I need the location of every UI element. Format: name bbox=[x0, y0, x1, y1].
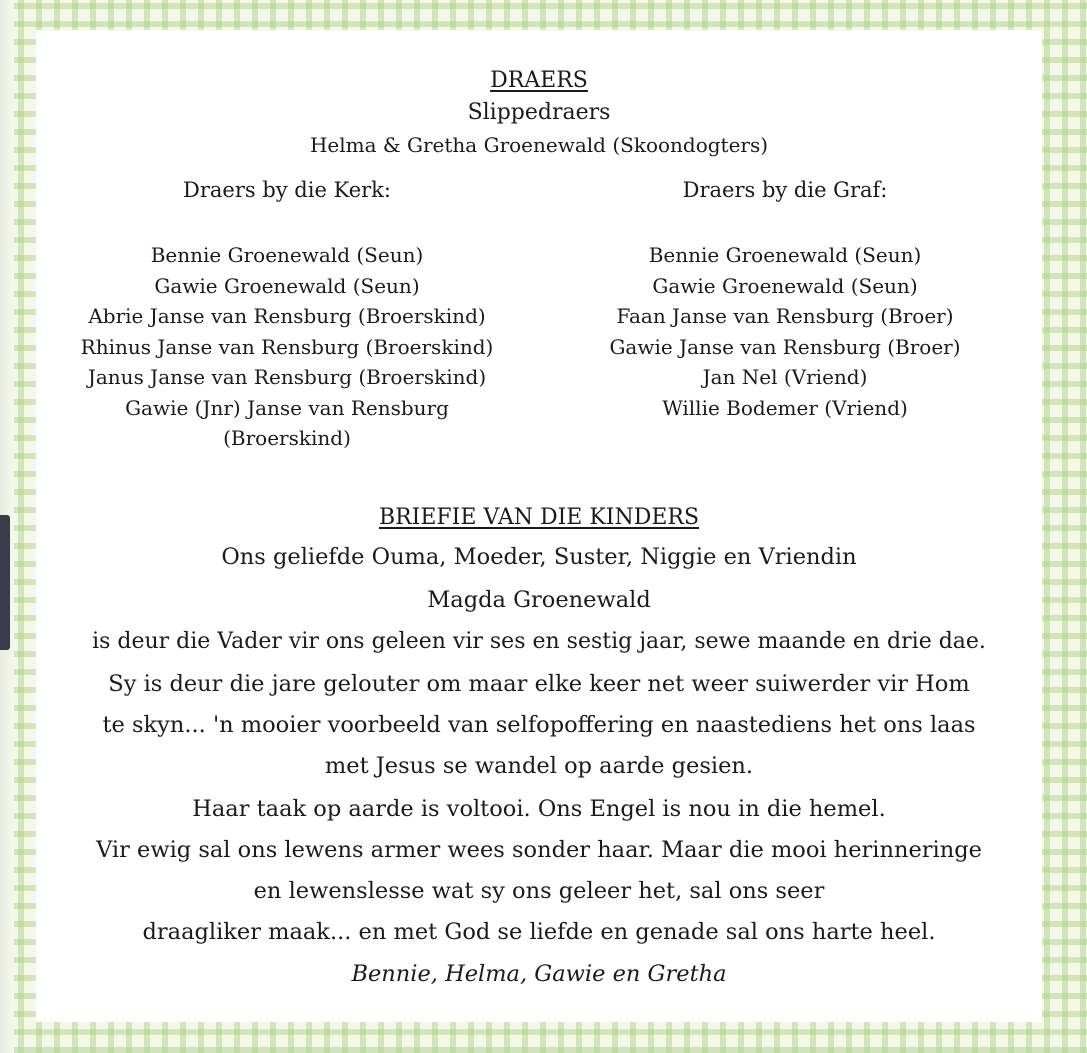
slippedraers-heading: Slippedraers bbox=[467, 100, 611, 125]
list-item: Jan Nel (Vriend) bbox=[702, 365, 868, 389]
graf-bearers-list bbox=[550, 240, 1020, 423]
list-item: Faan Janse van Rensburg (Broer) bbox=[616, 304, 954, 328]
letter-line: is deur die Vader vir ons geleen vir ses en sestig jaar, sewe maande en drie dae. bbox=[92, 629, 986, 654]
letter-line: Sy is deur die jare gelouter om maar elke keer net weer suiwerder vir Hom bbox=[108, 671, 970, 697]
letter-line: en lewenslesse wat sy ons geleer het, sal ons seer bbox=[253, 878, 825, 904]
list-item: Gawie Janse van Rensburg (Broer) bbox=[609, 334, 961, 359]
draers-heading: DRAERS bbox=[490, 68, 588, 93]
list-item: Janus Janse van Rensburg (Broerskind) bbox=[87, 365, 487, 389]
signature: Bennie, Helma, Gawie en Gretha bbox=[351, 961, 727, 987]
list-item: Gawie (Jnr) Janse van Rensburg bbox=[125, 395, 449, 420]
list-item: Gawie Groenewald (Seun) bbox=[652, 273, 918, 298]
slippedraers-names: Helma & Gretha Groenewald (Skoondogters) bbox=[309, 133, 769, 157]
kerk-bearers-list bbox=[52, 240, 522, 454]
list-item: Abrie Janse van Rensburg (Broerskind) bbox=[88, 304, 486, 328]
page-tab bbox=[0, 515, 10, 650]
list-item: Bennie Groenewald (Seun) bbox=[648, 243, 922, 267]
letter-line: draagliker maak... en met God se liefde en genade sal ons harte heel. bbox=[142, 919, 936, 945]
letter-line: Vir ewig sal ons lewens armer wees sonder haar. Maar die mooi herinneringe bbox=[96, 837, 982, 863]
list-item: Willie Bodemer (Vriend) bbox=[662, 395, 908, 420]
letter-line: Ons geliefde Ouma, Moeder, Suster, Niggie en Vriendin bbox=[221, 544, 857, 570]
kerk-column-title: Draers by die Kerk: bbox=[183, 178, 391, 202]
briefie-heading: BRIEFIE VAN DIE KINDERS bbox=[378, 505, 700, 530]
letter-line: Haar taak op aarde is voltooi. Ons Engel is nou in die hemel. bbox=[192, 796, 886, 822]
list-item: Bennie Groenewald (Seun) bbox=[150, 243, 424, 267]
letter-line: te skyn... 'n mooier voorbeeld van selfopoffering en naastediens het ons laas bbox=[102, 712, 976, 738]
letter-line: met Jesus se wandel op aarde gesien. bbox=[324, 753, 754, 779]
list-item: Gawie Groenewald (Seun) bbox=[154, 273, 420, 298]
graf-column-title: Draers by die Graf: bbox=[682, 178, 888, 202]
letter-line: Magda Groenewald bbox=[427, 587, 651, 613]
list-item: (Broerskind) bbox=[223, 426, 351, 450]
list-item: Rhinus Janse van Rensburg (Broerskind) bbox=[80, 334, 494, 359]
card-content bbox=[36, 30, 1042, 1022]
